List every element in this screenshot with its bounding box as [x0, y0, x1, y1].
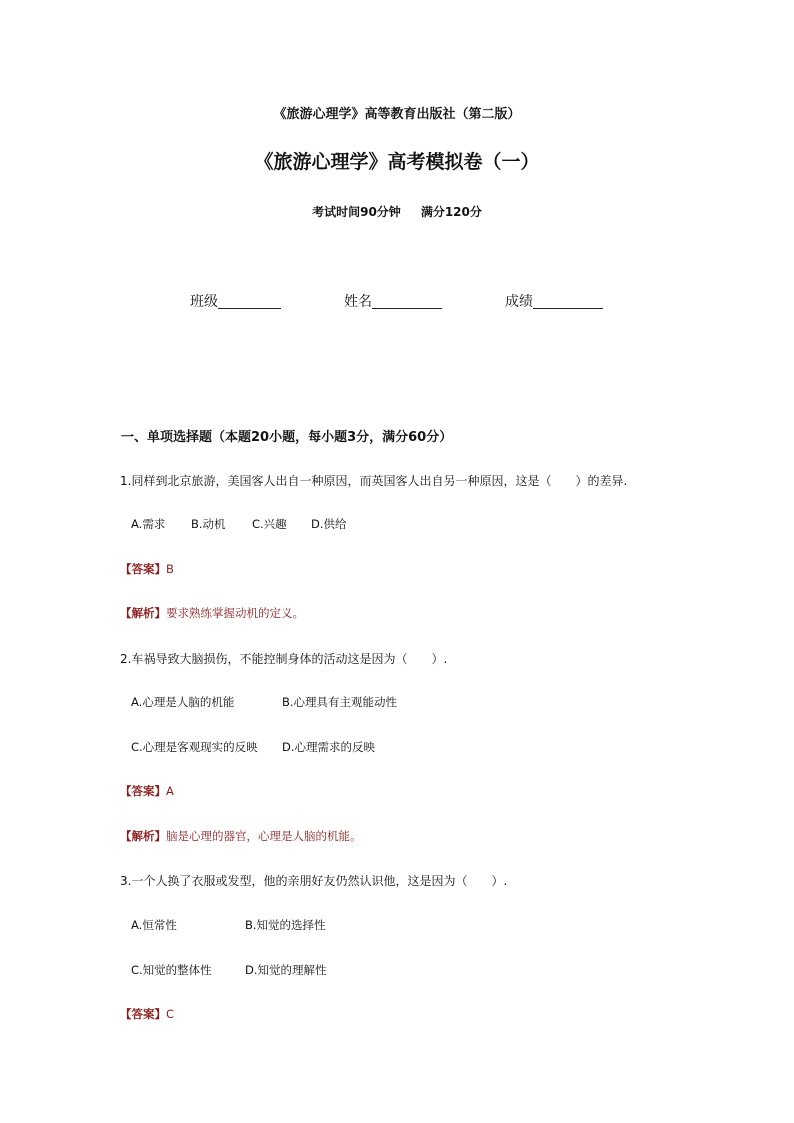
q1-explanation: [120, 605, 304, 621]
q1-option-b: B.动机: [191, 517, 226, 531]
score-field: [505, 291, 603, 311]
q2-option-b: B.心理具有主观能动性: [282, 695, 398, 709]
question-2: 2.车祸导致大脑损伤，不能控制身体的活动这是因为（ ）.: [120, 652, 448, 666]
exam-time: 考试时间90分钟: [312, 205, 401, 219]
answer-value: A: [166, 784, 174, 798]
q1-option-c: C.兴趣: [252, 517, 287, 531]
exam-info: [0, 203, 794, 220]
q2-option-c: C.心理是客观现实的反映: [131, 740, 258, 754]
name-label: 姓名: [344, 294, 372, 310]
answer-tag: 【答案】: [120, 1007, 166, 1021]
exam-title: 《旅游心理学》高考模拟卷（一）: [254, 151, 540, 173]
explanation-text: 要求熟练掌握动机的定义。: [166, 606, 304, 620]
q2-option-d: D.心理需求的反映: [282, 740, 376, 754]
answer-value: C: [166, 1007, 175, 1021]
q2-option-a: A.心理是人脑的机能: [131, 695, 235, 709]
class-blank[interactable]: [218, 294, 281, 309]
q3-option-d: D.知觉的理解性: [245, 963, 327, 977]
publisher-subtitle: 《旅游心理学》高等教育出版社（第二版）: [273, 107, 521, 122]
class-label: 班级: [190, 294, 218, 310]
q1-option-d: D.供给: [311, 517, 347, 531]
score-blank[interactable]: [533, 294, 603, 309]
answer-value: B: [166, 562, 174, 576]
q3-answer: [120, 1006, 174, 1022]
name-field: [344, 291, 442, 311]
explanation-text: 脑是心理的器官，心理是人脑的机能。: [166, 829, 362, 843]
explanation-tag: 【解析】: [120, 606, 166, 620]
class-field: [190, 291, 281, 311]
q3-option-b: B.知觉的选择性: [245, 918, 326, 932]
explanation-tag: 【解析】: [120, 829, 166, 843]
q2-answer: [120, 783, 174, 799]
q2-explanation: [120, 828, 362, 844]
section-title: 一、单项选择题（本题20小题，每小题3分，满分60分）: [121, 430, 453, 445]
q3-option-a: A.恒常性: [131, 918, 177, 932]
q1-option-a: A.需求: [131, 517, 166, 531]
q1-answer: [120, 561, 174, 577]
answer-tag: 【答案】: [120, 784, 166, 798]
question-3: 3.一个人换了衣服或发型，他的亲朋好友仍然认识他，这是因为（ ）.: [120, 874, 508, 888]
question-1: 1.同样到北京旅游，美国客人出自一种原因，而英国客人出自另一种原因，这是（ ）的差异.: [120, 474, 628, 488]
full-score: 满分120分: [420, 205, 482, 219]
score-label: 成绩: [505, 294, 533, 310]
name-blank[interactable]: [372, 294, 442, 309]
answer-tag: 【答案】: [120, 562, 166, 576]
q3-option-c: C.知觉的整体性: [131, 963, 212, 977]
